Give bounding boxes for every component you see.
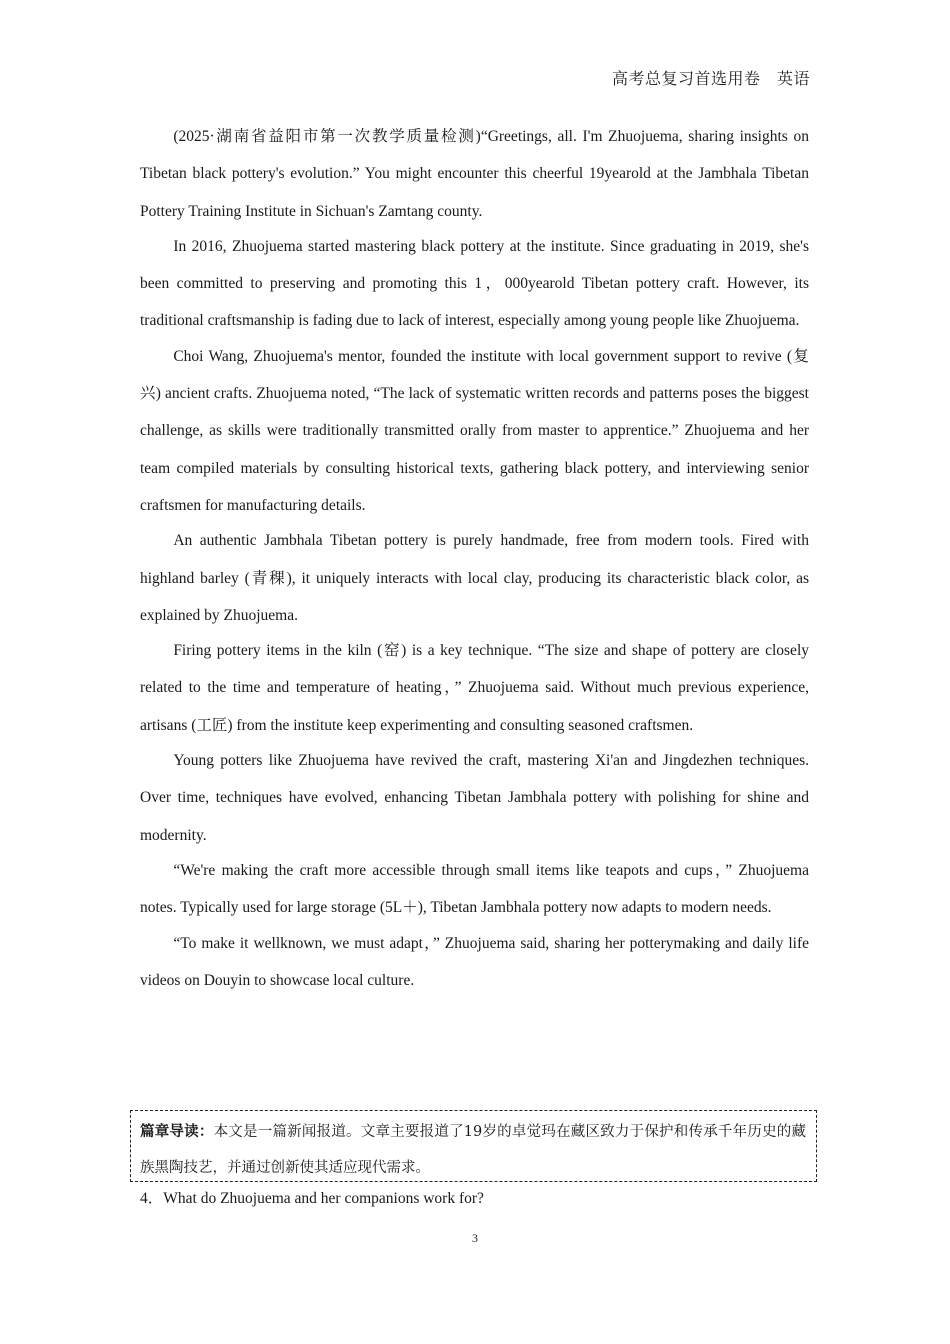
article-paragraph-2: In 2016, Zhuojuema started mastering black pottery at the institute. Since graduating in 2019, she's been committed to preserving and promoting this 1，000yearold Tibetan pottery craft. However, its traditional craftsmanship is fading due to lack of interest, especially among young people like Zhuojuema. [140,237,809,330]
article-paragraph-7: “We're making the craft more accessible through small items like teapots and cups，” Zhuojuema notes. Typically used for large storage (5L＋), Tibetan Jambhala pottery now adapts to modern needs. [140,861,809,917]
article-paragraph-3: Choi Wang, Zhuojuema's mentor, founded the institute with local government support to revive (复兴) ancient crafts. Zhuojuema noted, “The lack of systematic written records and patterns poses the biggest challenge, as skills were traditionally transmitted orally from master to apprentice.” Zhuojuema and her team compiled materials by consulting historical texts, gathering black pottery, and interviewing senior craftsmen for manufacturing details. [140,347,809,514]
reading-guide-box [130,1110,817,1182]
article-paragraph-8: “To make it wellknown, we must adapt，” Zhuojuema said, sharing her potterymaking and daily life videos on Douyin to showcase local culture. [140,934,809,989]
reading-guide-text: 本文是一篇新闻报道。文章主要报道了19岁的卓觉玛在藏区致力于保护和传承千年历史的藏族黑陶技艺，并通过创新使其适应现代需求。 [140,1124,807,1176]
article-paragraph-6: Young potters like Zhuojuema have revived the craft, mastering Xi'an and Jingdezhen techniques. Over time, techniques have evolved, enhancing Tibetan Jambhala pottery with polishing for shine and modernity. [140,752,809,844]
article-paragraph-5: Firing pottery items in the kiln (窑) is a key technique. “The size and shape of pottery are closely related to the time and temperature of heating，” Zhuojuema said. Without much previous experience, artisans (工匠) from the institute keep experimenting and consulting seasoned craftsmen. [140,642,809,734]
reading-guide-label: 篇章导读： [140,1124,214,1140]
question-4: 4．What do Zhuojuema and her companions work for? [140,1190,484,1207]
page-number: 3 [472,1231,478,1245]
article-body [140,118,809,999]
page-header-title: 高考总复习首选用卷 英语 [611,71,810,88]
article-paragraph-4: An authentic Jambhala Tibetan pottery is purely handmade, free from modern tools. Fired with highland barley (青稞), it uniquely interacts with local clay, producing its characteristic black color, as explained by Zhuojuema. [140,532,809,624]
article-paragraph-1: (2025·湖南省益阳市第一次教学质量检测)“Greetings, all. I'm Zhuojuema, sharing insights on Tibetan black pottery's evolution.” You might encounter this cheerful 19yearold at the Jambhala Tibetan Pottery Training Institute in Sichuan's Zamtang county. [140,128,809,220]
